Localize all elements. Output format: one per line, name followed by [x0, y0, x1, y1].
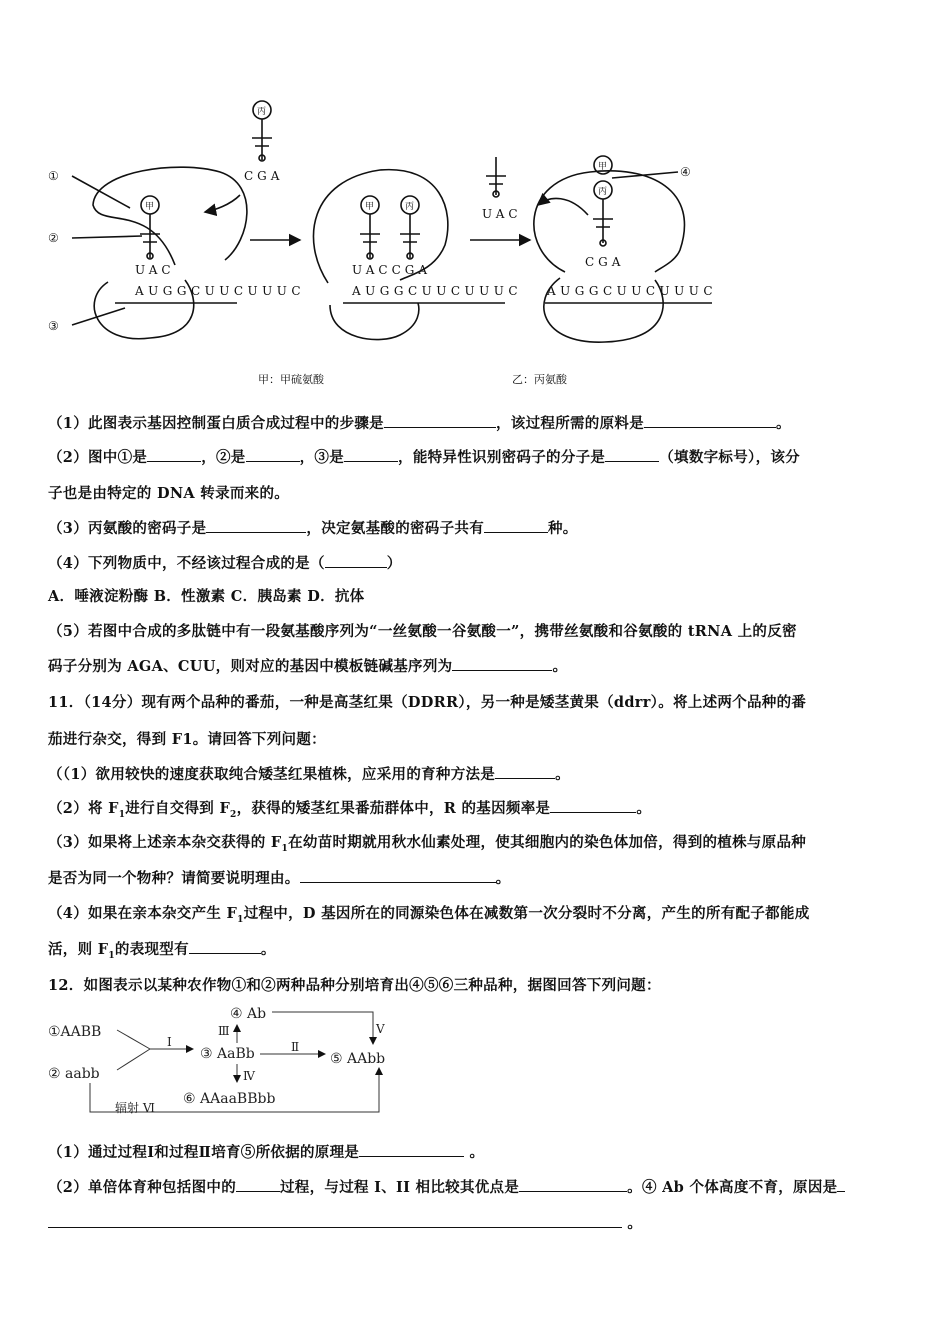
- svg-text:AUGGCUUCUUUC: AUGGCUUCUUUC: [547, 284, 718, 298]
- svg-text:丙: 丙: [257, 107, 267, 117]
- svg-text:甲：甲硫氨酸: 甲：甲硫氨酸: [258, 373, 324, 386]
- svg-text:Ⅳ: Ⅳ: [243, 1069, 255, 1083]
- q12-stem: 12．如图表示以某种农作物①和②两种品种分别培育出④⑤⑥三种品种，据图回答下列问题：: [48, 977, 661, 994]
- q12-part2-cont: 。: [48, 1212, 642, 1233]
- svg-text:UAC: UAC: [482, 207, 522, 221]
- svg-text:③: ③: [48, 319, 59, 333]
- svg-text:丙: 丙: [598, 187, 608, 197]
- answer-blank[interactable]: [236, 1177, 280, 1192]
- trna-leaving: [486, 157, 506, 197]
- answer-blank[interactable]: [189, 939, 261, 954]
- svg-text:甲: 甲: [365, 202, 375, 212]
- svg-text:④ Ab: ④ Ab: [230, 1006, 267, 1022]
- svg-text:UAC: UAC: [135, 263, 175, 277]
- svg-text:丙: 丙: [405, 202, 415, 212]
- svg-text:⑤ AAbb: ⑤ AAbb: [330, 1051, 386, 1067]
- svg-text:UACCGA: UACCGA: [352, 263, 432, 277]
- svg-text:Ⅱ: Ⅱ: [291, 1040, 300, 1054]
- answer-blank[interactable]: [550, 798, 636, 813]
- svg-text:Ⅴ: Ⅴ: [376, 1022, 385, 1036]
- svg-text:CGA: CGA: [244, 169, 284, 183]
- q11-part4: （4）如果在亲本杂交产生 $F_1$过程中，D 基因所在的同源染色体在减数第一次分裂时不分离，产生的所有配子都能成: [48, 905, 810, 925]
- answer-blank[interactable]: [325, 553, 387, 568]
- answer-blank[interactable]: [359, 1142, 464, 1157]
- q10-part3: （3）丙氨酸的密码子是 ，决定氨基酸的密码子共有 种。: [48, 520, 578, 537]
- answer-blank[interactable]: [644, 413, 776, 428]
- q11-part4-cont: 活，则 $F_1$的表现型有 。: [48, 941, 276, 961]
- q10-part4: （4）下列物质中，不经该过程合成的是（ ）: [48, 555, 402, 572]
- svg-text:乙：丙氨酸: 乙：丙氨酸: [512, 373, 567, 386]
- svg-text:Ⅲ: Ⅲ: [218, 1024, 230, 1038]
- q10-part5-cont: 码子分别为 AGA、CUU，则对应的基因中模板链碱基序列为 。: [48, 658, 568, 675]
- answer-blank[interactable]: [147, 447, 201, 462]
- answer-blank[interactable]: [300, 868, 496, 883]
- svg-text:AUGGCUUCUUUC: AUGGCUUCUUUC: [135, 284, 306, 298]
- answer-blank[interactable]: [246, 447, 300, 462]
- q11-part2: （2）将 $F_1$进行自交得到 $F_2$，获得的矮茎红果番茄群体中，R 的基因频率是 。: [48, 800, 652, 820]
- q10-part1: （1）此图表示基因控制蛋白质合成过程中的步骤是 ，该过程所需的原料是 。: [48, 415, 791, 432]
- answer-blank[interactable]: [484, 518, 548, 533]
- svg-text:③ AaBb: ③ AaBb: [200, 1046, 255, 1062]
- q11-stem: 11．（14分）现有两个品种的番茄，一种是高茎红果（DDRR），另一种是矮茎黄果（ddrr）。将上述两个品种的番: [48, 694, 807, 711]
- svg-text:辐射 Ⅵ: 辐射 Ⅵ: [115, 1101, 155, 1115]
- q10-options: A．唾液淀粉酶 B．性激素 C．胰岛素 D．抗体: [48, 588, 365, 605]
- q12-part2: （2）单倍体育种包括图中的 过程，与过程 I、II 相比较其优点是 。④ Ab 个体高度不育，原因是: [48, 1176, 845, 1197]
- svg-text:② aabb: ② aabb: [48, 1066, 100, 1082]
- answer-blank[interactable]: [605, 447, 659, 462]
- answer-blank[interactable]: [495, 764, 555, 779]
- q10-part2: （2）图中①是 ，②是 ，③是 ，能特异性识别密码子的分子是 （填数字标号），该分: [48, 449, 800, 466]
- svg-text:①AABB: ①AABB: [48, 1024, 102, 1040]
- q11-stem-cont: 茄进行杂交，得到 F1。请回答下列问题：: [48, 731, 326, 748]
- svg-text:CGA: CGA: [585, 255, 625, 269]
- svg-text:④: ④: [680, 165, 691, 179]
- q10-part5: （5）若图中合成的多肽链中有一段氨基酸序列为“一丝氨酸一谷氨酸一”，携带丝氨酸和谷氨酸的 tRNA 上的反密: [48, 623, 797, 640]
- svg-text:甲: 甲: [145, 202, 155, 212]
- answer-blank[interactable]: [206, 518, 306, 533]
- q12-part1: （1）通过过程Ⅰ和过程Ⅱ培育⑤所依据的原理是 。: [48, 1144, 485, 1161]
- answer-blank[interactable]: [384, 413, 496, 428]
- answer-blank[interactable]: [519, 1177, 627, 1192]
- svg-text:①: ①: [48, 169, 59, 183]
- breeding-diagram: [0, 1000, 950, 1130]
- q10-part2-cont: 子也是由特定的 DNA 转录而来的。: [48, 485, 290, 502]
- svg-text:⑥ AAaaBBbb: ⑥ AAaaBBbb: [183, 1091, 276, 1107]
- answer-blank[interactable]: [837, 1177, 845, 1192]
- q11-part1: （（1）欲用较快的速度获取纯合矮茎红果植株，应采用的育种方法是 。: [48, 766, 570, 783]
- svg-text:②: ②: [48, 231, 59, 245]
- q11-part3: （3）如果将上述亲本杂交获得的 $F_1$在幼苗时期就用秋水仙素处理，使其细胞内的染色体加倍，得到的植株与原品种: [48, 834, 807, 854]
- ribosome-1: [93, 167, 247, 265]
- q11-part3-cont: 是否为同一个物种？请简要说明理由。 。: [48, 870, 511, 887]
- answer-blank[interactable]: [344, 447, 398, 462]
- answer-blank[interactable]: [48, 1213, 622, 1228]
- translation-diagram: [0, 0, 950, 400]
- svg-text:AUGGCUUCUUUC: AUGGCUUCUUUC: [352, 284, 523, 298]
- svg-text:Ⅰ: Ⅰ: [167, 1035, 172, 1049]
- svg-text:甲: 甲: [598, 162, 608, 172]
- answer-blank[interactable]: [452, 656, 552, 671]
